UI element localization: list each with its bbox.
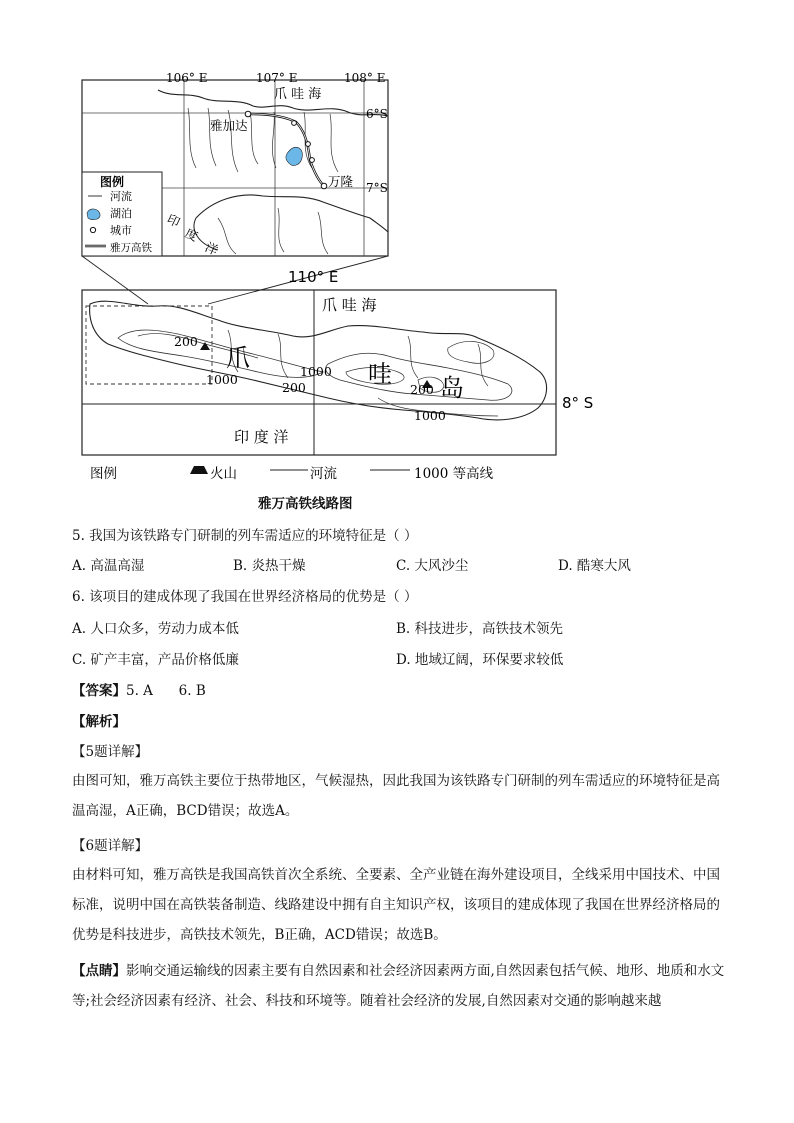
answer-label: 【答案】 [72, 683, 126, 699]
main-lon-label: 110° E [288, 268, 339, 286]
answer-text: 5. A 6. B [126, 683, 206, 699]
answer-line [72, 681, 206, 701]
map-svg [78, 68, 594, 513]
island-char: 哇 [368, 360, 392, 388]
railway-map-figure [78, 68, 594, 513]
figure-caption: 雅万高铁线路图 [258, 496, 353, 512]
legend-volcano-label: 火山 [210, 466, 237, 482]
tip-body: 影响交通运输线的因素主要有自然因素和社会经济因素两方面,自然因素包括气候、地形、地质和水文等;社会经济因素有经济、社会、科技和环境等。随着社会经济的发展,自然因素对交通的影响越来越 [72, 963, 725, 1009]
contour-label: 200 [410, 382, 434, 397]
main-ocean-label: 印 度 洋 [234, 428, 289, 446]
inset-sea-label: 爪 哇 海 [274, 87, 322, 102]
inset-ocean-char: 度 [182, 225, 201, 245]
q5-option-b: B. 炎热干燥 [233, 558, 306, 574]
main-lat-label: 8° S [562, 394, 594, 412]
contour-label: 1000 [300, 364, 332, 379]
q5-option-a: A. 高温高湿 [72, 558, 145, 574]
contour-label: 200 [282, 380, 306, 395]
tip-label: 【点睛】 [72, 963, 126, 979]
legend-lake-label: 湖泊 [110, 207, 132, 220]
question-5-stem: 5. 我国为该铁路专门研制的列车需适应的环境特征是（ ） [72, 528, 418, 544]
detail-6-body: 由材料可知，雅万高铁是我国高铁首次全系统、全要素、全产业链在海外建设项目，全线采用中国技术、中国标准，说明中国在高铁装备制造、线路建设中拥有自主知识产权，该项目的建成体现了我国在世界经济格局的优势是科技进步，高铁技术领先，B正确，ACD错误；故选B。 [72, 867, 720, 943]
contour-label: 1000 [414, 408, 446, 423]
detail-5-body: 由图可知，雅万高铁主要位于热带地区，气候湿热，因此我国为该铁路专门研制的列车需适应的环境特征是高温高湿，A正确，BCD错误；故选A。 [72, 773, 720, 819]
lon-label-107: 107° E [256, 71, 298, 85]
lat-label-7s: 7°S [366, 181, 388, 195]
legend-river-label: 河流 [110, 190, 132, 203]
inset-ocean-char: 洋 [202, 239, 221, 259]
analysis-heading: 【解析】 [72, 714, 126, 730]
main-legend-title: 图例 [90, 466, 117, 482]
detail-5-heading: 【5题详解】 [72, 744, 149, 760]
java-island-outline [90, 301, 547, 420]
contour-label: 1000 [206, 372, 238, 387]
island-char: 爪 [226, 344, 250, 372]
q6-option-d: D. 地域辽阔，环保要求较低 [396, 652, 564, 668]
inset-legend-title: 图例 [100, 175, 125, 189]
question-6-stem: 6. 该项目的建成体现了我国在世界经济格局的优势是（ ） [72, 589, 418, 605]
railway-line [250, 114, 324, 186]
lon-label-108: 108° E [344, 71, 386, 85]
q6-option-a: A. 人口众多，劳动力成本低 [72, 621, 239, 637]
city-jakarta [245, 111, 251, 117]
q6-option-c: C. 矿产丰富，产品价格低廉 [72, 652, 239, 668]
q5-option-d: D. 酷寒大风 [558, 558, 631, 574]
legend-river-label-main: 河流 [310, 466, 337, 482]
city-label-bandung: 万隆 [328, 174, 354, 189]
lon-label-106: 106° E [166, 71, 208, 85]
main-sea-label: 爪 哇 海 [322, 296, 377, 314]
detail-6-heading: 【6题详解】 [72, 838, 149, 854]
lat-label-6s: 6°S [366, 107, 388, 121]
legend-contour-label: 1000 等高线 [414, 466, 494, 482]
city-label-jakarta: 雅加达 [210, 118, 248, 133]
inset-ocean-char: 印 [164, 211, 183, 231]
contour-label: 200 [174, 334, 198, 349]
q5-option-c: C. 大风沙尘 [396, 558, 469, 574]
lake-shape [286, 147, 302, 165]
island-char: 岛 [440, 374, 464, 402]
legend-railway-label: 雅万高铁 [110, 242, 152, 254]
city-bandung [321, 183, 327, 189]
legend-city-label: 城市 [110, 224, 132, 237]
tip-paragraph [72, 956, 727, 1016]
q6-option-b: B. 科技进步，高铁技术领先 [396, 621, 564, 637]
legend-volcano-icon [190, 466, 208, 474]
